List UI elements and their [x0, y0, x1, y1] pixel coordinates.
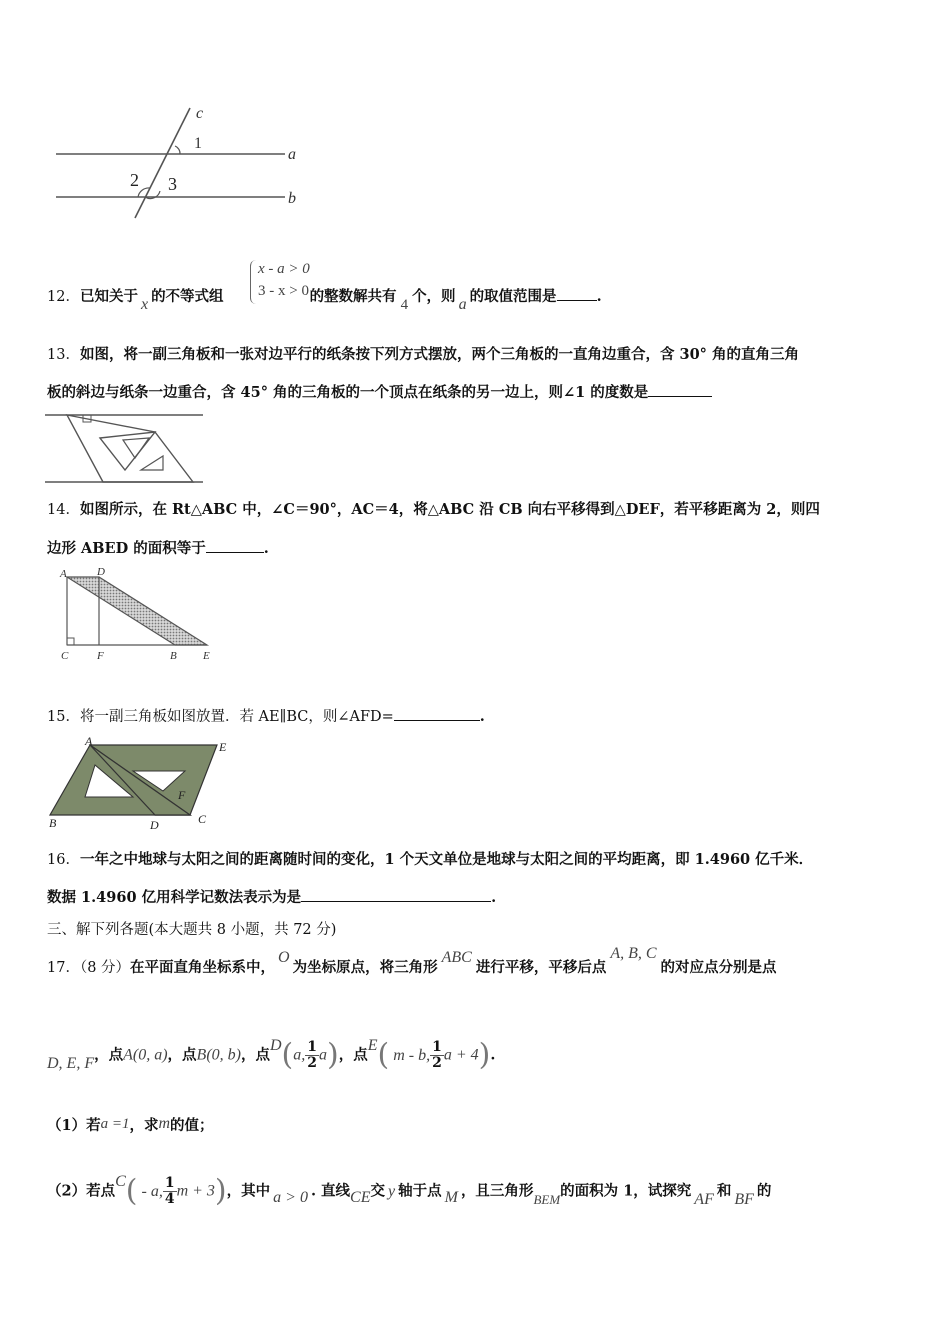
q14-line2: 边形 ABED 的面积等于	[47, 540, 206, 557]
q17-point-B: B(0, b)	[196, 1046, 241, 1064]
q15-num: 15．	[47, 709, 80, 725]
fraction-half	[305, 1040, 319, 1071]
q17-t3: 进行平移，平移后点	[475, 959, 607, 976]
q17-t1: 在平面直角坐标系中，	[130, 959, 276, 976]
q17-p2-t2: . 直线	[310, 1182, 351, 1200]
q13-line2: 板的斜边与纸条一边重合，含 45° 角的三角板的一个顶点在纸条的另一边上，则∠1 的度数是	[47, 384, 649, 401]
question-13-line1	[47, 345, 799, 365]
q17-score: （8 分）	[79, 960, 131, 976]
figure-triangle-rulers-strip	[45, 410, 205, 486]
label-A: A	[60, 568, 67, 580]
label-c: c	[196, 105, 204, 122]
frac-den-2: 2	[432, 1055, 442, 1071]
q12-end: .	[596, 288, 602, 305]
q17-p1-cond: a =1	[100, 1116, 130, 1132]
q17-p2-t7: 和	[716, 1182, 732, 1200]
q13-num: 13．	[47, 347, 80, 363]
label-B: B	[49, 816, 57, 830]
q17-BF: BF	[734, 1190, 754, 1208]
question-17-part2: （2）若点C( - a, $\frac{1}{4}$ m + 3)，其中 a > 0 . 直线CE交 y 轴于点 M ，且三角形BEM的面积为 1，试探究 AF 和 BF 的	[47, 1172, 772, 1209]
q17-O: O	[278, 949, 290, 966]
question-15	[47, 706, 485, 727]
q17-p1-end: 的值；	[170, 1117, 214, 1134]
q16-line2: 数据 1.4960 亿用科学记数法表示为是	[47, 889, 302, 906]
q17-p1-label: （1）若	[47, 1117, 101, 1134]
label-F: F	[97, 650, 104, 662]
q17-M: M	[444, 1188, 458, 1206]
q16-line1: 一年之中地球与太阳之间的距离随时间的变化，1 个天文单位是地球与太阳之间的平均距离，即 1.4960 亿千米．	[79, 851, 814, 868]
answer-blank-15[interactable]	[394, 706, 480, 721]
q15-end: .	[479, 708, 485, 725]
label-B: B	[170, 650, 177, 662]
q17-end: .	[490, 1046, 496, 1064]
q17-t5: ，点	[94, 1046, 124, 1064]
q17-t8: ，点	[338, 1046, 368, 1064]
q17-point-A: A(0, a)	[123, 1046, 168, 1064]
question-14-line1	[47, 500, 820, 520]
question-17-part1	[47, 1116, 214, 1136]
q17-t6: ，点	[167, 1046, 197, 1064]
q17-p2-t4: 轴于点	[398, 1182, 442, 1200]
q17-point-C-name: C	[115, 1172, 126, 1190]
q14-num: 14．	[47, 502, 80, 518]
q17-DEF: D, E, F	[47, 1054, 95, 1072]
q12-t4: 个，则	[412, 288, 456, 305]
section-title: 三、解下列各题(本大题共 8 小题，共 72 分)	[47, 922, 337, 938]
label-C: C	[61, 650, 69, 662]
q14-line1: 如图所示，在 Rt△ABC 中，∠C＝90°，AC＝4，将△ABC 沿 CB 向右平移得到△DEF，若平移距离为 2，则四	[79, 501, 820, 518]
q17-point-E-tail: a + 4	[443, 1046, 479, 1064]
q12-t2: 的不等式组	[151, 288, 224, 305]
label-a: a	[288, 146, 296, 163]
label-1: 1	[194, 135, 202, 152]
q12-t3: 的整数解共有	[309, 288, 397, 305]
q15-text: 将一副三角板如图放置．若 AE∥BC，则∠AFD=	[79, 709, 394, 725]
frac4-den: 4	[164, 1191, 175, 1207]
label-F: F	[178, 788, 186, 802]
label-3: 3	[168, 174, 177, 194]
label-E: E	[219, 740, 227, 754]
ineq-2: 3 - x > 0	[258, 283, 309, 299]
frac-num-2: 1	[432, 1039, 442, 1055]
q17-AF: AF	[694, 1190, 714, 1208]
q16-end: .	[491, 889, 497, 906]
frac4-num: 1	[164, 1175, 175, 1191]
question-17-line1	[47, 945, 777, 978]
q17-p2-t8: 的	[756, 1182, 772, 1200]
label-D: D	[150, 818, 159, 832]
question-14-line2	[47, 538, 269, 559]
fraction-half-2	[430, 1040, 444, 1071]
q17-point-D-tail: a	[319, 1046, 328, 1064]
label-D: D	[97, 566, 105, 578]
figure-translated-triangle	[55, 565, 225, 665]
q17-point-C-first: - a,	[141, 1182, 163, 1200]
question-13-line2	[47, 382, 712, 403]
answer-blank-16[interactable]	[301, 887, 491, 902]
q17-p2-t6: 的面积为 1，试探究	[560, 1182, 692, 1200]
q16-num: 16．	[47, 852, 80, 868]
q17-p2-t3: 交	[370, 1182, 385, 1200]
label-A: A	[85, 735, 93, 748]
question-16-line2	[47, 887, 496, 908]
question-12	[47, 286, 602, 313]
q13-line1: 如图，将一副三角板和一张对边平行的纸条按下列方式摆放，两个三角板的一直角边重合，含 30° 角的直角三角	[79, 346, 799, 363]
question-17-line2: D, E, F，点A(0, a)，点B(0, b)，点D(a, $\frac{1}{2}$ a)，点E( m - b, $\frac{1}{2}$ a + 4).	[47, 1036, 496, 1073]
q12-t5: 的取值范围是	[469, 288, 557, 305]
label-b: b	[288, 190, 296, 207]
fraction-quarter	[163, 1176, 177, 1207]
q17-num: 17．	[47, 960, 80, 976]
q17-p1-m: m	[158, 1115, 171, 1132]
q17-ABC-points: A, B, C	[610, 945, 657, 962]
q17-p2-label: （2）若点	[47, 1182, 116, 1200]
frac-den: 2	[307, 1055, 318, 1071]
answer-blank-12[interactable]	[557, 286, 597, 301]
frac-num: 1	[307, 1039, 318, 1055]
answer-blank-13[interactable]	[648, 382, 712, 397]
q17-t7: ，点	[240, 1046, 270, 1064]
q17-p2-cond: a > 0	[273, 1188, 308, 1206]
q12-count: 4	[400, 297, 409, 313]
q12-t1: 已知关于	[79, 288, 138, 305]
q17-y: y	[388, 1182, 396, 1200]
q17-p1-t: ，求	[129, 1117, 159, 1134]
q12-num: 12．	[47, 289, 80, 305]
q17-BEM: BEM	[533, 1191, 561, 1207]
label-E: E	[203, 650, 210, 662]
q17-CE: CE	[350, 1188, 371, 1206]
ineq-1: x - a > 0	[258, 261, 310, 277]
q17-point-E-name: E	[367, 1036, 378, 1054]
q17-t2: 为坐标原点，将三角形	[292, 959, 438, 976]
q17-p2-t5: ，且三角形	[460, 1182, 534, 1200]
q12-var-a: a	[458, 296, 467, 313]
label-2: 2	[130, 170, 139, 190]
q17-point-E-first: m - b,	[393, 1046, 431, 1064]
figure-parallel-lines	[50, 100, 310, 220]
q17-ABC: ABC	[441, 949, 472, 966]
q17-point-D-name: D	[269, 1036, 282, 1054]
q17-p2-t1: ，其中	[226, 1182, 271, 1200]
q14-end: .	[263, 540, 269, 557]
q17-t4: 的对应点分别是点	[660, 959, 777, 976]
q17-point-C-tail: m + 3	[176, 1182, 215, 1200]
figure-set-squares	[45, 735, 235, 835]
answer-blank-14[interactable]	[206, 538, 264, 553]
label-C: C	[198, 812, 207, 826]
q17-point-D-first: a,	[293, 1046, 306, 1064]
section-heading	[47, 920, 336, 940]
question-16-line1	[47, 850, 813, 870]
q12-var-x: x	[140, 296, 149, 313]
